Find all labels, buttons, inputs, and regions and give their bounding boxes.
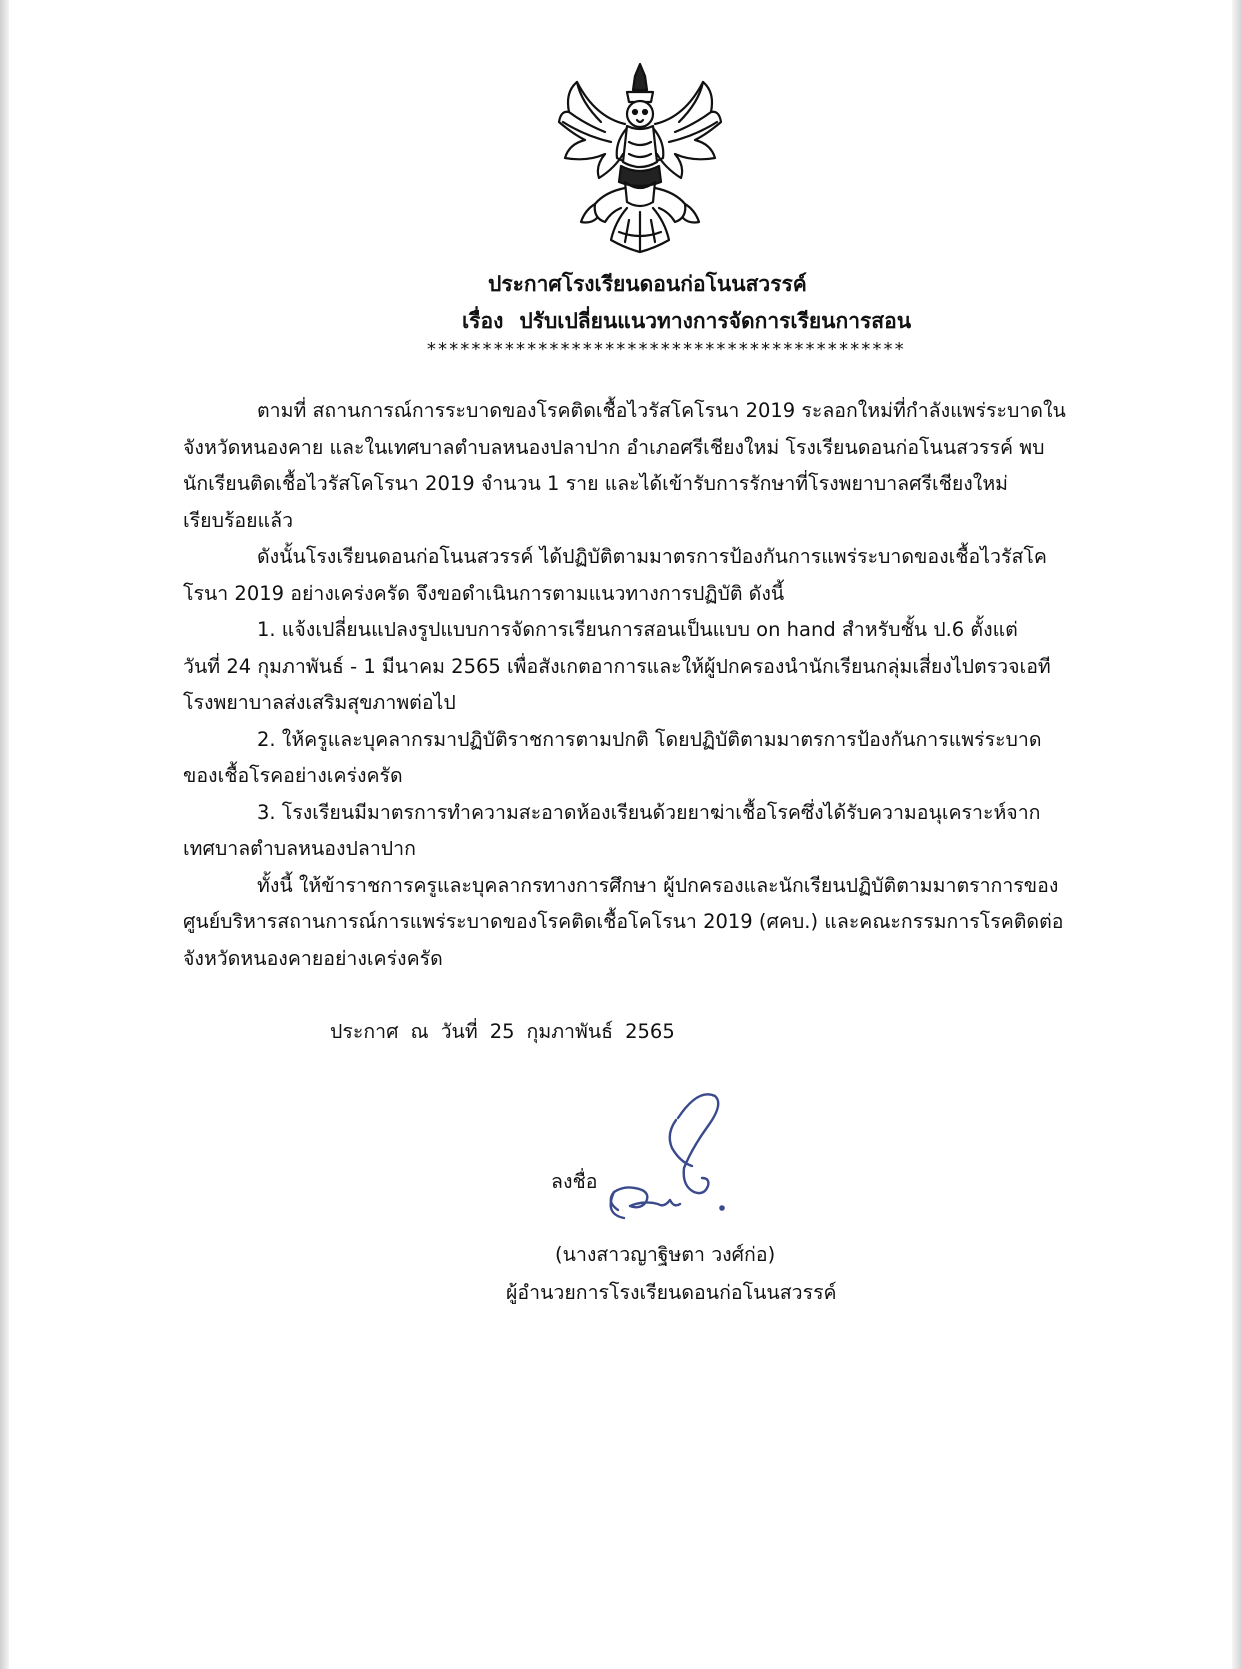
- page-edge-right: [1232, 0, 1242, 1669]
- body-line: โรงพยาบาลส่งเสริมสุขภาพต่อไป: [183, 691, 456, 714]
- date-day: 25: [489, 1020, 515, 1043]
- body-line: นักเรียนติดเชื้อไวรัสโคโรนา 2019 จำนวน 1 ราย และได้เข้ารับการรักษาที่โรงพยาบาลศรีเชียงใหม่: [183, 472, 1009, 495]
- body-line: 3. โรงเรียนมีมาตรการทำความสะอาดห้องเรียนด้วยยาฆ่าเชื้อโรคซึ่งได้รับความอนุเคราะห์จาก: [257, 800, 1041, 824]
- date-announced: ประกาศ: [330, 1020, 399, 1043]
- garuda-emblem-icon: [555, 62, 725, 262]
- announcement-date: [330, 1016, 687, 1047]
- subject-label: เรื่อง: [462, 309, 504, 333]
- date-month: กุมภาพันธ์: [526, 1020, 614, 1043]
- announcement-body: [183, 393, 1083, 977]
- date-year: 2565: [625, 1020, 675, 1043]
- body-line: จังหวัดหนองคายอย่างเคร่งครัด: [183, 946, 443, 970]
- body-line: เรียบร้อยแล้ว: [183, 508, 294, 532]
- subject-text: ปรับเปลี่ยนแนวทางการจัดการเรียนการสอน: [519, 309, 912, 333]
- body-line: 2. ให้ครูและบุคลากรมาปฏิบัติราชการตามปกติ โดยปฏิบัติตามมาตรการป้องกันการแพร่ระบาด: [257, 727, 1042, 751]
- body-line: วันที่ 24 กุมภาพันธ์ - 1 มีนาคม 2565 เพื่อสังเกตอาการและให้ผู้ปกครองนำนักเรียนกลุ่มเสี่ยงไปตรวจเอที: [183, 654, 1051, 678]
- date-at: ณ: [410, 1020, 429, 1043]
- date-day-label: วันที่: [440, 1020, 478, 1043]
- body-line: ทั้งนี้ ให้ข้าราชการครูและบุคลากรทางการศึกษา ผู้ปกครองและนักเรียนปฏิบัติตามมาตราการของ: [257, 873, 1059, 897]
- announcement-title: ประกาศโรงเรียนดอนก่อโนนสวรรค์: [488, 272, 807, 296]
- body-line: เทศบาลตำบลหนองปลาปาก: [183, 837, 416, 860]
- signature-label: ลงชื่อ: [551, 1170, 598, 1193]
- body-line: โรนา 2019 อย่างเคร่งครัด จึงขอดำเนินการตามแนวทางการปฏิบัติ ดังนี้: [183, 581, 785, 605]
- page-edge-left: [0, 0, 9, 1669]
- body-line: ดังนั้นโรงเรียนดอนก่อโนนสวรรค์ ได้ปฏิบัติตามมาตรการป้องกันการแพร่ระบาดของเชื้อไวรัสโค: [257, 545, 1047, 568]
- handwritten-signature-icon: [600, 1082, 750, 1232]
- signer-position: ผู้อำนวยการโรงเรียนดอนก่อโนนสวรรค์: [506, 1281, 837, 1304]
- body-line: ตามที่ สถานการณ์การระบาดของโรคติดเชื้อไวรัสโคโรนา 2019 ระลอกใหม่ที่กำลังแพร่ระบาดใน: [257, 399, 1066, 422]
- announcement-subject: [462, 305, 911, 338]
- body-line: ของเชื้อโรคอย่างเคร่งครัด: [183, 764, 403, 787]
- separator: *******************************************: [426, 339, 905, 360]
- body-line: 1. แจ้งเปลี่ยนแปลงรูปแบบการจัดการเรียนการสอนเป็นแบบ on hand สำหรับชั้น ป.6 ตั้งแต่: [257, 618, 1018, 641]
- body-line: จังหวัดหนองคาย และในเทศบาลตำบลหนองปลาปาก อำเภอศรีเชียงใหม่ โรงเรียนดอนก่อโนนสวรรค์ พบ: [183, 435, 1045, 459]
- signer-name: (นางสาวญาฐิษตา วงศ์ก่อ): [555, 1243, 776, 1266]
- body-line: ศูนย์บริหารสถานการณ์การแพร่ระบาดของโรคติดเชื้อโคโรนา 2019 (ศคบ.) และคณะกรรมการโรคติดต่อ: [183, 910, 1064, 933]
